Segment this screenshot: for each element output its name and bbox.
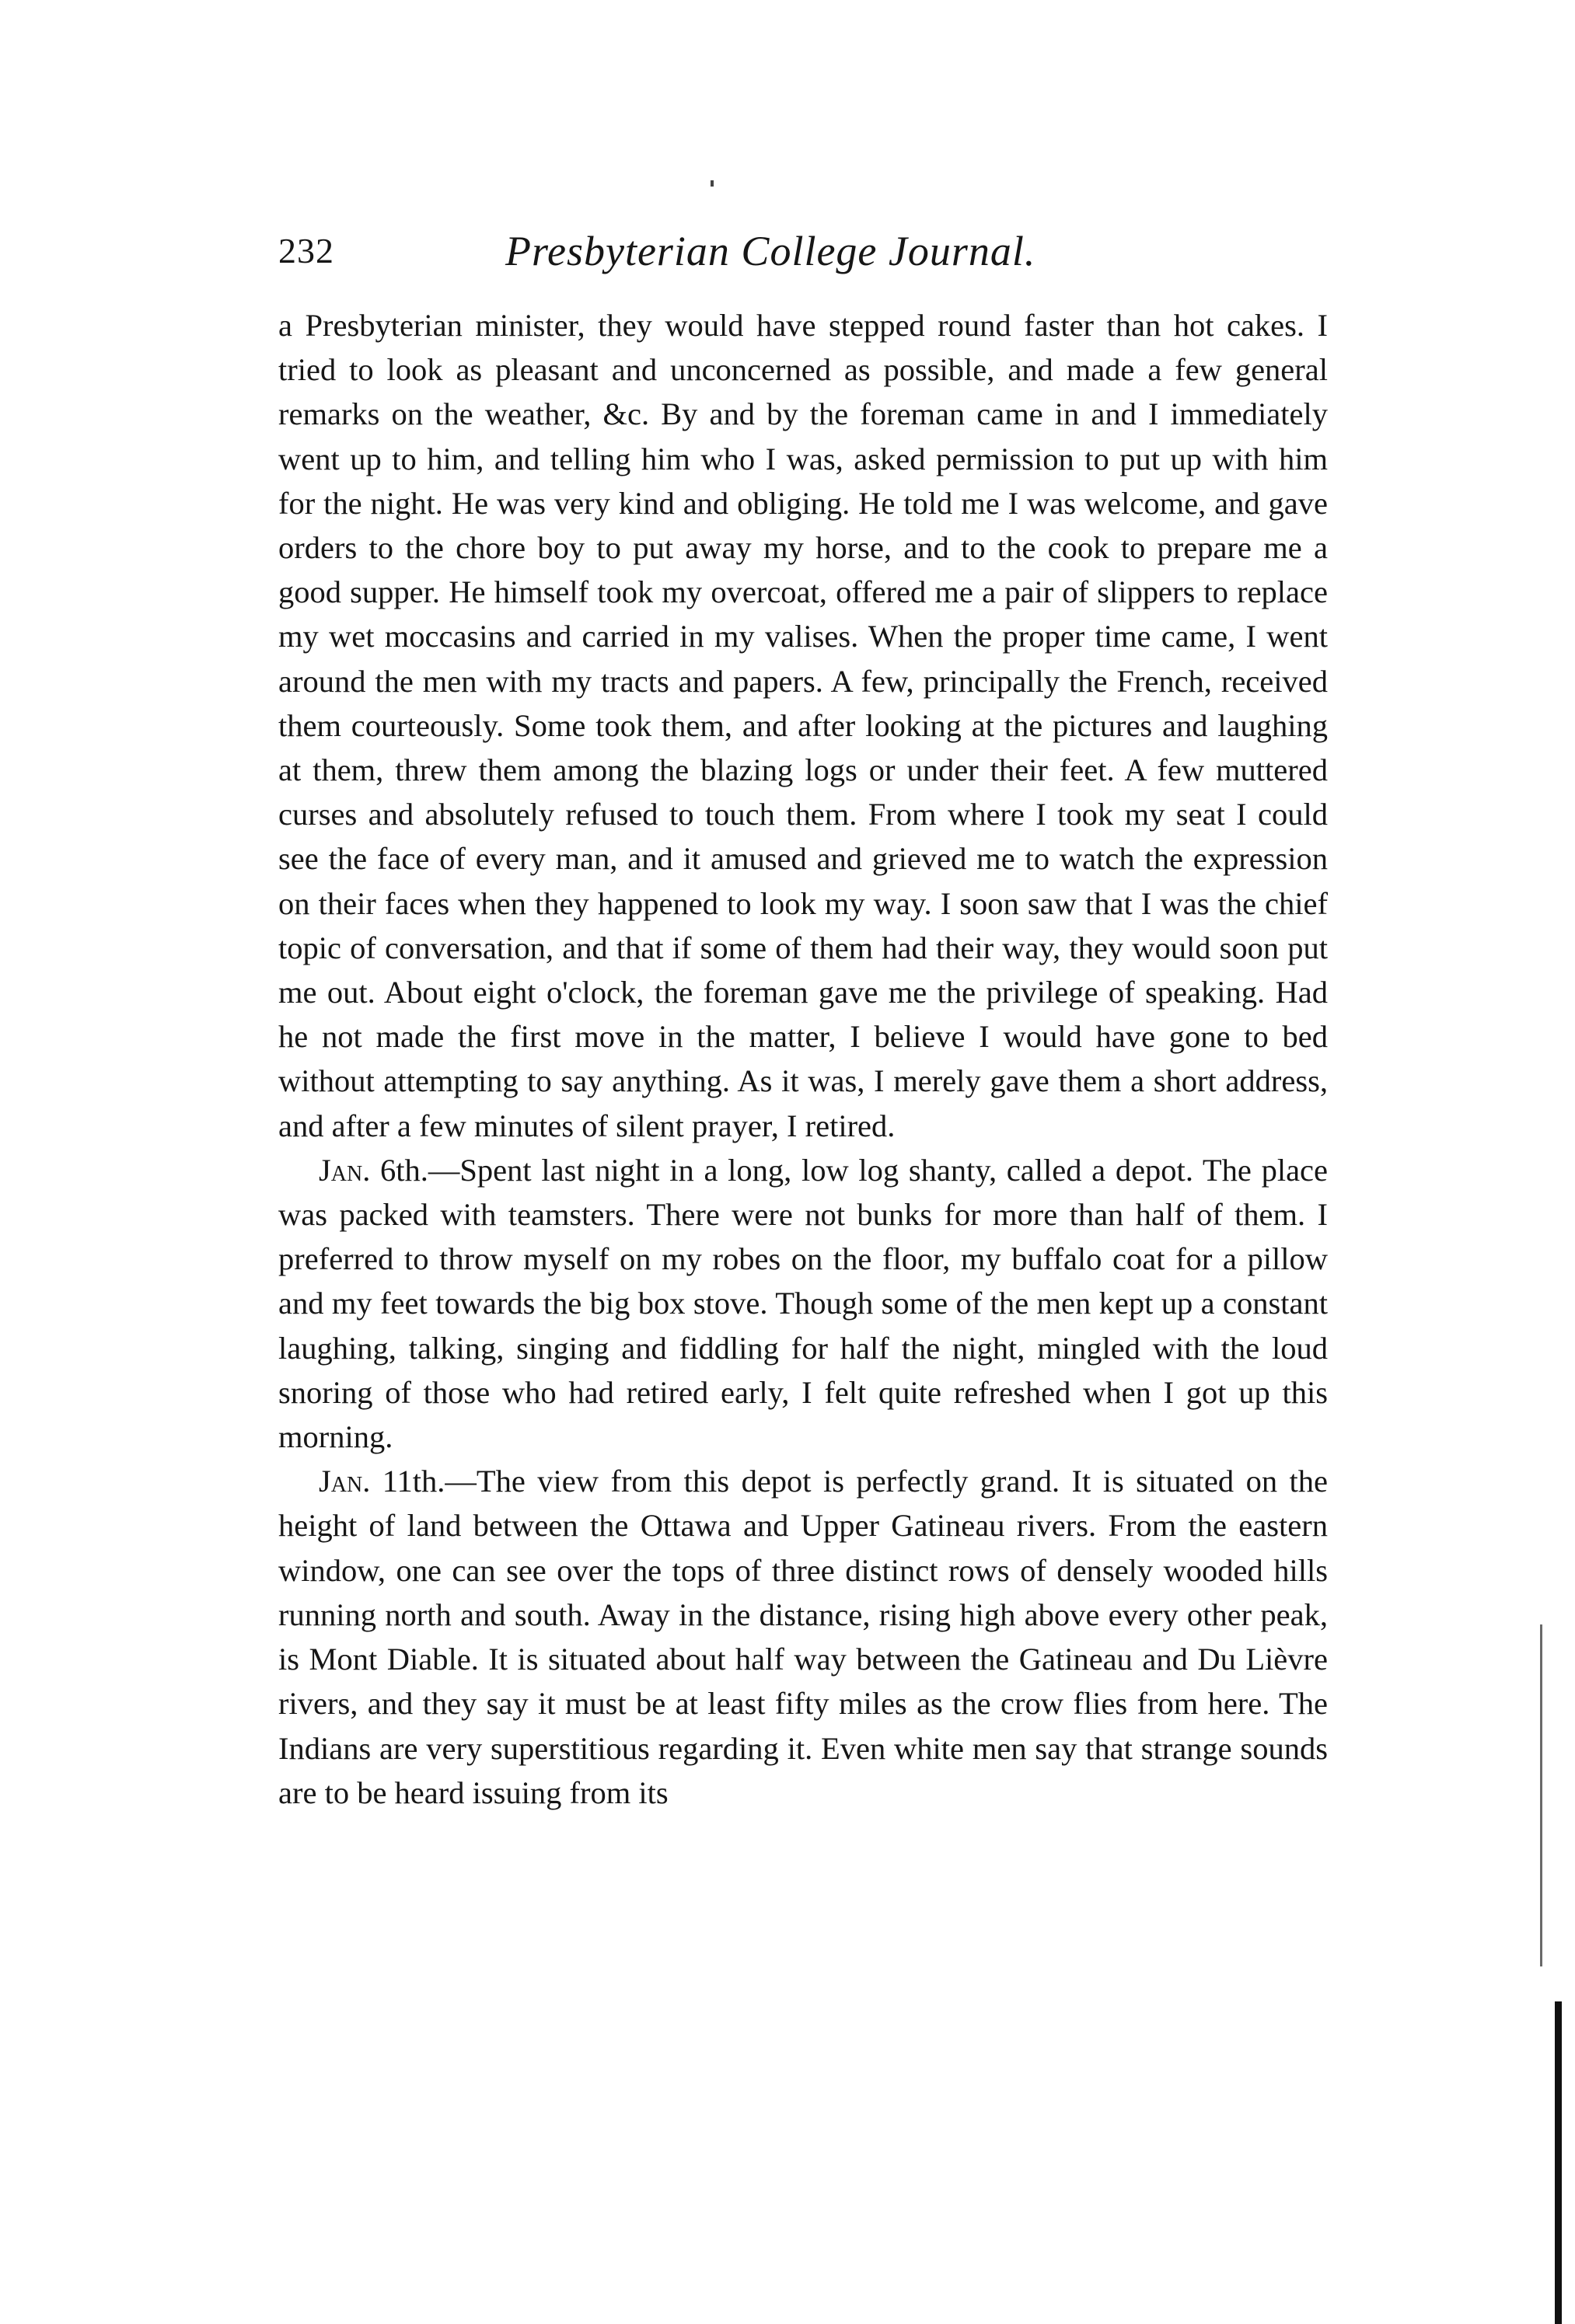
running-title: Presbyterian College Journal.: [505, 228, 1036, 274]
page-number: 232: [278, 231, 334, 270]
entry-month: Jan.: [319, 1152, 371, 1188]
scan-edge-bar: [1555, 2001, 1562, 2324]
ink-speck: [711, 180, 714, 187]
diary-entry-jan-6: [278, 1148, 1328, 1459]
entry-month: Jan.: [319, 1464, 371, 1499]
scan-edge-line: [1540, 1624, 1542, 1966]
paragraph-text: a Presbyterian minister, they would have stepped round faster than hot cakes. I tried to look as pleasant and unconcerned as possible, and made a few general remarks on the weather, &c. By and by the foreman came in and I immediately went up to him, and telling him who I was, asked permission to put up with him for the night. He was very kind and obliging. He told me I was welcome, and gave orders to the chore boy to put away my horse, and to the cook to prepare me a good supper. He himself took my overcoat, offered me a pair of slippers to replace my wet moccasins and carried in my valises. When the proper time came, I went around the men with my tracts and papers. A few, principally the French, received them courteously. Some took them, and after looking at the pictures and laughing at them, threw them among the blazing logs or under their feet. A few muttered curses and absolutely refused to touch them. From where I took my seat I could see the face of every man, and it amused and grieved me to watch the expression on their faces when they happened to look my way. I soon saw that I was the chief topic of conversation, and that if some of them had their way, they would soon put me out. About eight o'clock, the foreman gave me the privilege of speaking. Had he not made the first move in the matter, I believe I would have gone to bed without attempting to say anything. As it was, I merely gave them a short address, and after a few minutes of silent prayer, I retired.: [278, 308, 1328, 1143]
paragraph-text: 11th.—The view from this depot is perfectly grand. It is situated on the height of land between the Ottawa and Upper Gatineau rivers. From the eastern window, one can see over the tops of three distinct rows of densely wooded hills running north and south. Away in the distance, rising high above every other peak, is Mont Diable. It is situated about half way between the Gatineau and Du Lièvre rivers, and they say it must be at least fifty miles as the crow flies from here. The Indians are very superstitious regarding it. Even white men say that strange sounds are to be heard issuing from its: [278, 1464, 1328, 1810]
body-text: [278, 303, 1328, 1815]
paragraph-text: 6th.—Spent last night in a long, low log shanty, called a depot. The place was packed with teamsters. There were not bunks for more than half of them. I preferred to throw myself on my robes on the floor, my buffalo coat for a pillow and my feet towards the big box stove. Though some of the men kept up a constant laughing, talking, singing and fiddling for half the night, mingled with the loud snoring of those who had retired early, I felt quite refreshed when I got up this morning.: [278, 1152, 1328, 1455]
page-header: [278, 224, 1328, 278]
diary-entry-jan-11: [278, 1459, 1328, 1815]
paragraph-continuation: [278, 303, 1328, 1148]
